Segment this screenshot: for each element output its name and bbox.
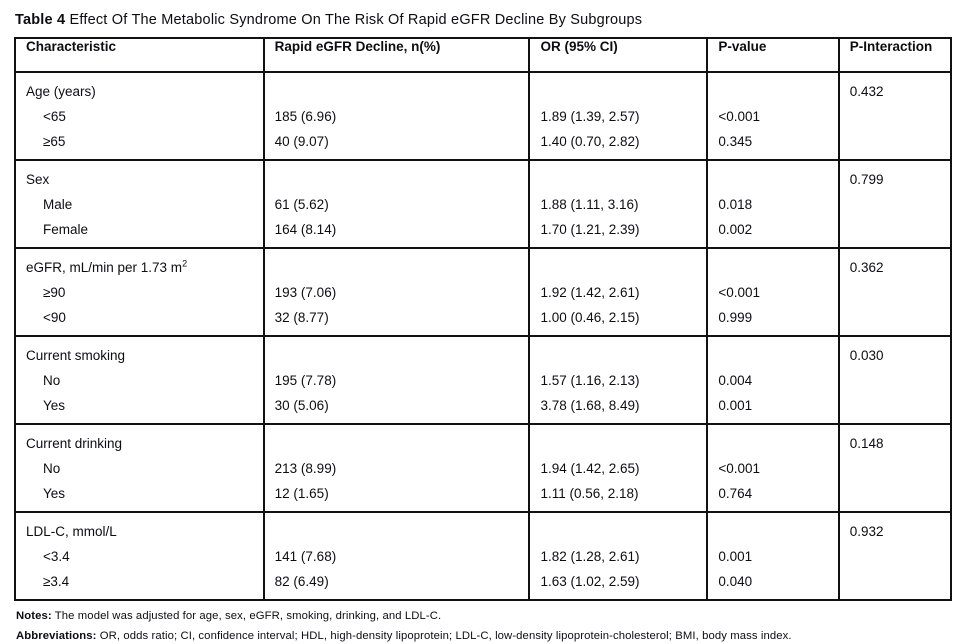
n-pct-cell: 164 (8.14) [264,217,530,248]
subgroup-label-cell: Female [15,217,264,248]
subgroup-label-cell: Male [15,192,264,217]
p-value-cell: 0.018 [707,192,838,217]
subgroup-label-cell: No [15,456,264,481]
group-label-cell: Current drinking [15,424,264,456]
p-value-cell: 0.002 [707,217,838,248]
subgroup-label-cell: <3.4 [15,544,264,569]
header-p-interaction: P-Interaction [839,38,951,72]
p-value-cell: 0.004 [707,368,838,393]
subgroup-label-cell: Yes [15,481,264,512]
or-ci-cell: 1.70 (1.21, 2.39) [529,217,707,248]
n-pct-cell: 30 (5.06) [264,393,530,424]
n-pct-cell: 185 (6.96) [264,104,530,129]
p-interaction-cell: 0.030 [839,336,951,368]
p-value-cell: <0.001 [707,104,838,129]
or-ci-cell: 1.11 (0.56, 2.18) [529,481,707,512]
notes-text: The model was adjusted for age, sex, eGFR, smoking, drinking, and LDL-C. [54,610,442,622]
subgroup-label-cell: ≥65 [15,129,264,160]
header-or-ci: OR (95% CI) [529,38,707,72]
p-interaction-cell: 0.148 [839,424,951,456]
or-ci-cell: 1.92 (1.42, 2.61) [529,280,707,305]
notes-line [16,608,953,624]
or-ci-cell: 3.78 (1.68, 8.49) [529,393,707,424]
p-value-cell: 0.764 [707,481,838,512]
subgroup-label-cell: <90 [15,305,264,336]
or-ci-cell: 1.40 (0.70, 2.82) [529,129,707,160]
n-pct-cell: 193 (7.06) [264,280,530,305]
section-sex [15,160,951,248]
p-value-cell: 0.999 [707,305,838,336]
abbreviations-label: Abbreviations: [16,630,97,642]
p-interaction-cell: 0.432 [839,72,951,104]
n-pct-cell: 32 (8.77) [264,305,530,336]
section-current-drinking [15,424,951,512]
group-label-cell: eGFR, mL/min per 1.73 $m^2$ [15,248,264,280]
n-pct-cell: 12 (1.65) [264,481,530,512]
table-caption-number: Table 4 [15,12,66,28]
or-ci-cell: 1.00 (0.46, 2.15) [529,305,707,336]
table-caption-text: Effect Of The Metabolic Syndrome On The Risk Of Rapid eGFR Decline By Subgroups [69,12,643,28]
subgroup-label-cell: Yes [15,393,264,424]
subgroup-label-cell: ≥3.4 [15,569,264,600]
table-caption [15,12,953,28]
subgroup-label-cell: No [15,368,264,393]
subgroup-label-cell: ≥90 [15,280,264,305]
abbreviations-text: OR, odds ratio; CI, confidence interval; HDL, high-density lipoprotein; LDL-C, low-density lipoprotein-cholesterol; BMI, body mass index. [99,630,792,642]
section-current-smoking [15,336,951,424]
p-value-cell: <0.001 [707,456,838,481]
p-value-cell: <0.001 [707,280,838,305]
p-value-cell: 0.001 [707,544,838,569]
table-footnotes [16,608,953,644]
or-ci-cell: 1.88 (1.11, 3.16) [529,192,707,217]
n-pct-cell: 40 (9.07) [264,129,530,160]
section-egfr [15,248,951,336]
p-interaction-cell: 0.932 [839,512,951,544]
group-label-cell: LDL-C, mmol/L [15,512,264,544]
p-interaction-cell: 0.799 [839,160,951,192]
n-pct-cell: 141 (7.68) [264,544,530,569]
header-p-value: P-value [707,38,838,72]
n-pct-cell: 195 (7.78) [264,368,530,393]
p-interaction-cell: 0.362 [839,248,951,280]
or-ci-cell: 1.89 (1.39, 2.57) [529,104,707,129]
p-value-cell: 0.001 [707,393,838,424]
group-label-cell: Age (years) [15,72,264,104]
or-ci-cell: 1.82 (1.28, 2.61) [529,544,707,569]
group-label-cell: Sex [15,160,264,192]
or-ci-cell: 1.63 (1.02, 2.59) [529,569,707,600]
unit-superscript: 2 [182,258,188,269]
header-rapid-egfr-decline: Rapid eGFR Decline, n(%) [264,38,530,72]
abbreviations-line [16,628,953,644]
or-ci-cell: 1.94 (1.42, 2.65) [529,456,707,481]
section-ldl-c [15,512,951,600]
header-characteristic: Characteristic [15,38,264,72]
n-pct-cell: 82 (6.49) [264,569,530,600]
p-value-cell: 0.345 [707,129,838,160]
p-value-cell: 0.040 [707,569,838,600]
subgroup-analysis-table [14,37,952,601]
notes-label: Notes: [16,610,52,622]
or-ci-cell: 1.57 (1.16, 2.13) [529,368,707,393]
group-label-cell: Current smoking [15,336,264,368]
section-age [15,72,951,160]
n-pct-cell: 213 (8.99) [264,456,530,481]
subgroup-label-cell: <65 [15,104,264,129]
table-header-row [15,38,951,72]
n-pct-cell: 61 (5.62) [264,192,530,217]
